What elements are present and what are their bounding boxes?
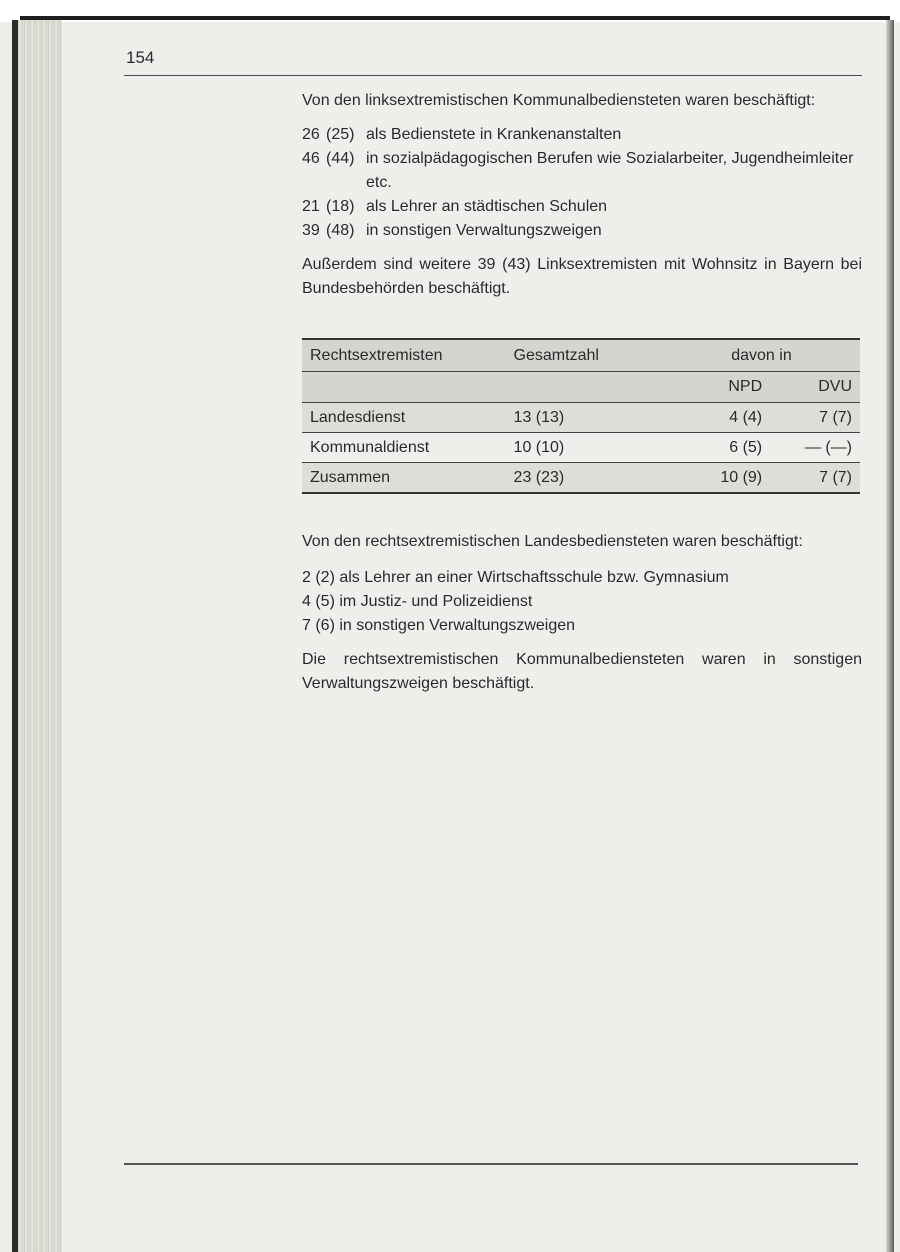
- row-dvu: — (—): [770, 433, 860, 463]
- subheader-npd: NPD: [663, 372, 770, 403]
- book-spine: [18, 20, 62, 1252]
- item-previous: (48): [326, 222, 355, 239]
- item-count: 26: [302, 126, 320, 143]
- row-label: Landesdienst: [302, 403, 506, 433]
- table-row: [302, 433, 860, 463]
- subheader-empty: [506, 372, 663, 403]
- item-text: in sonstigen Verwaltungszweigen: [366, 222, 602, 239]
- right-extremists-intro: Von den rechtsextremistischen Landesbediensteten waren beschäftigt:: [302, 533, 803, 550]
- item-text: als Bedienstete in Krankenanstalten: [366, 126, 622, 143]
- table-header-row: [302, 339, 860, 372]
- list-item: 4 (5) im Justiz- und Polizeidienst: [302, 593, 533, 610]
- item-text: in sozialpädagogischen Berufen wie Sozialarbeiter, Jugendheimleiter etc.: [366, 150, 854, 191]
- header-rechtsextremisten: Rechtsextremisten: [302, 339, 506, 372]
- page-number: 154: [126, 48, 155, 67]
- left-extremists-outro: Außerdem sind weitere 39 (43) Linksextremisten mit Wohnsitz in Bayern bei Bundesbehörden beschäftigt.: [302, 256, 862, 297]
- header-rule: [124, 75, 862, 76]
- page-right-edge: [886, 20, 894, 1252]
- subheader-empty: [302, 372, 506, 403]
- list-item: [302, 147, 862, 195]
- right-extremists-table: [302, 338, 860, 494]
- page-top-edge: [0, 0, 900, 22]
- row-dvu: 7 (7): [770, 403, 860, 433]
- row-npd: 10 (9): [663, 463, 770, 494]
- item-count: 39: [302, 222, 320, 239]
- list-item: 2 (2) als Lehrer an einer Wirtschaftsschule bzw. Gymnasium: [302, 569, 729, 586]
- right-extremists-outro: Die rechtsextremistischen Kommunalbediensteten waren in sonstigen Verwaltungszweigen beschäftigt.: [302, 651, 862, 692]
- left-extremists-list: [302, 123, 862, 243]
- item-previous: (25): [326, 126, 355, 143]
- subheader-dvu: DVU: [770, 372, 860, 403]
- table-row: [302, 403, 860, 433]
- row-total: 23 (23): [506, 463, 663, 494]
- item-previous: (44): [326, 150, 355, 167]
- header-gesamtzahl: Gesamtzahl: [506, 339, 663, 372]
- row-npd: 6 (5): [663, 433, 770, 463]
- right-extremists-list: [302, 566, 862, 638]
- row-total: 10 (10): [506, 433, 663, 463]
- list-item: [302, 219, 862, 243]
- row-total: 13 (13): [506, 403, 663, 433]
- row-dvu: 7 (7): [770, 463, 860, 494]
- list-item: 7 (6) in sonstigen Verwaltungszweigen: [302, 617, 576, 634]
- item-count: 46: [302, 150, 320, 167]
- item-text: als Lehrer an städtischen Schulen: [366, 198, 608, 215]
- header-davon-in: davon in: [663, 339, 860, 372]
- left-extremists-intro: Von den linksextremistischen Kommunalbediensteten waren beschäftigt:: [302, 92, 816, 109]
- row-label: Zusammen: [302, 463, 506, 494]
- list-item: [302, 195, 862, 219]
- row-npd: 4 (4): [663, 403, 770, 433]
- item-previous: (18): [326, 198, 355, 215]
- row-label: Kommunaldienst: [302, 433, 506, 463]
- page-content: [302, 89, 862, 696]
- table-row: [302, 463, 860, 494]
- item-count: 21: [302, 198, 320, 215]
- list-item: [302, 123, 862, 147]
- table-subheader-row: [302, 372, 860, 403]
- footer-rule: [124, 1163, 858, 1165]
